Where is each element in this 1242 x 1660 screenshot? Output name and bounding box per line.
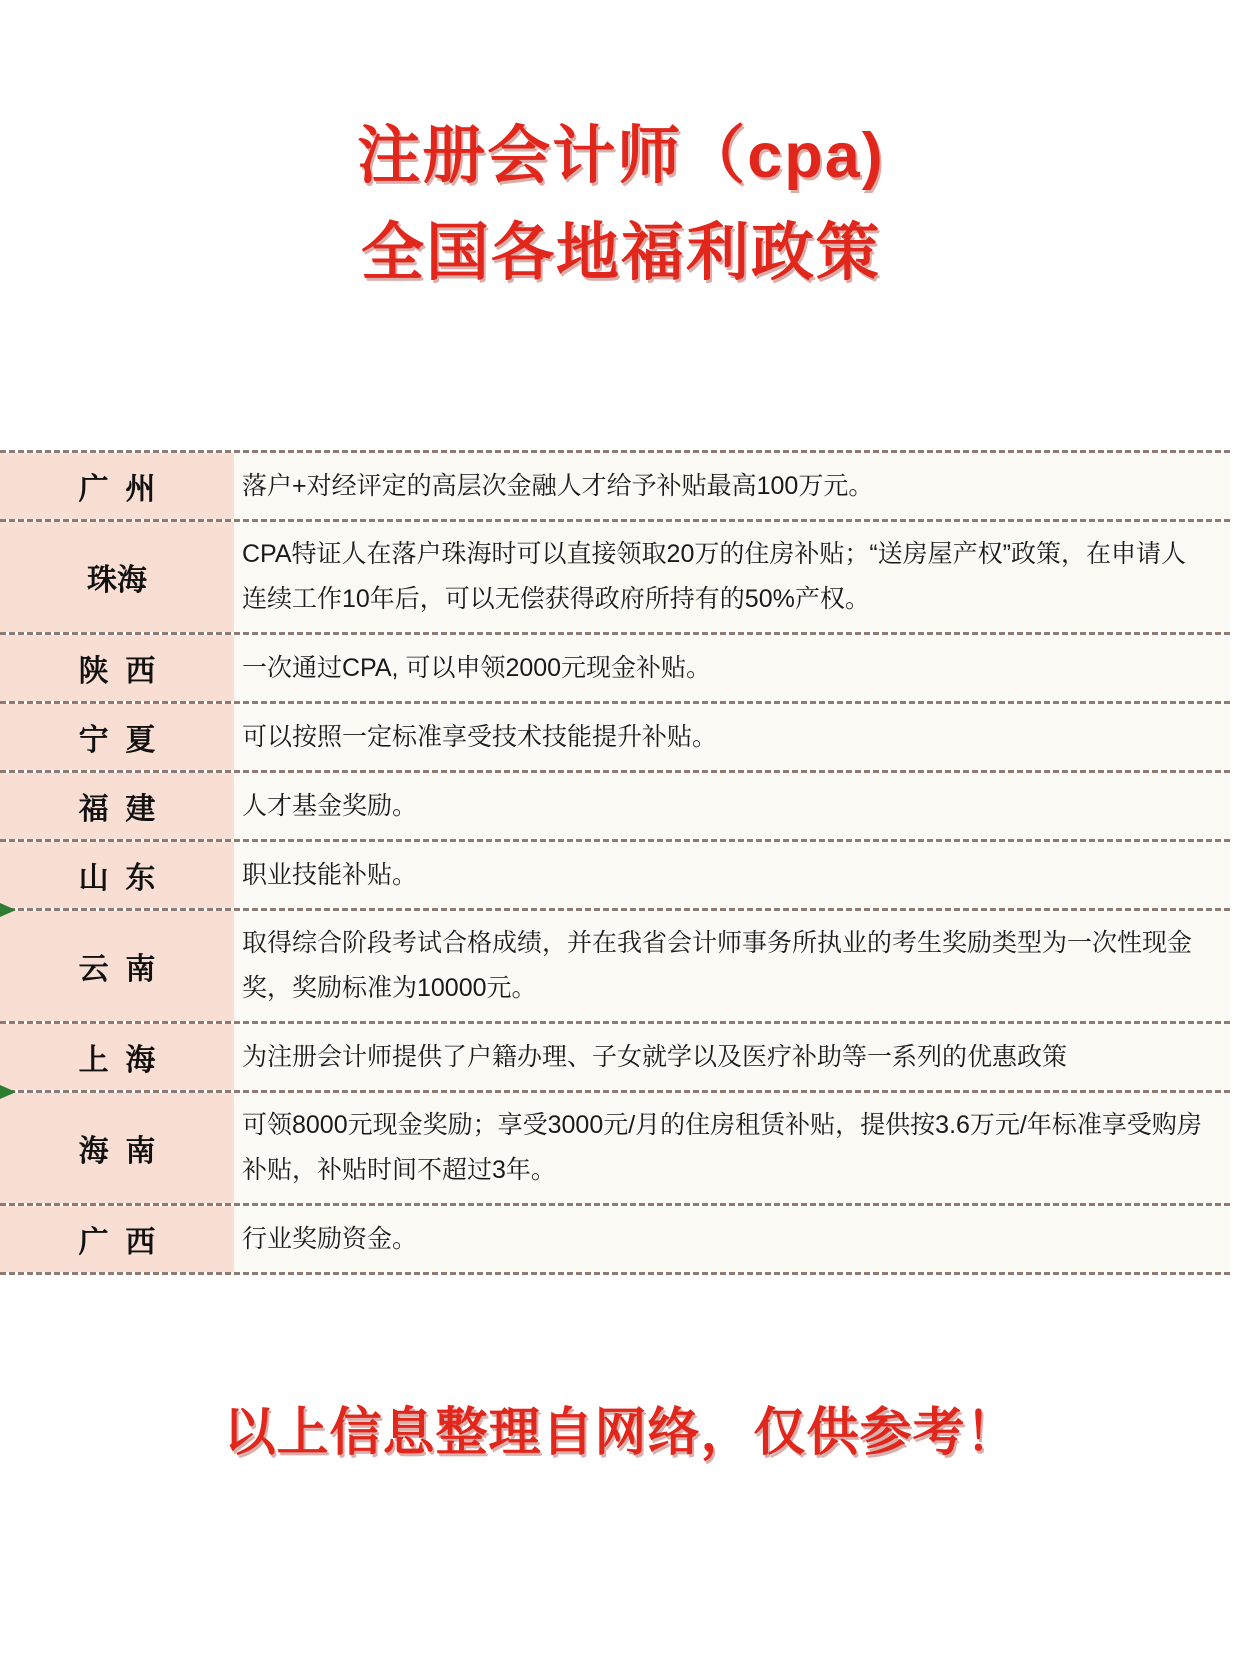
table-row (0, 1021, 1230, 1090)
region-cell: 广 州 (0, 453, 234, 519)
region-cell: 珠海 (0, 522, 234, 632)
region-cell: 云 南 (0, 911, 234, 1021)
policy-cell: 行业奖励资金。 (234, 1206, 1230, 1272)
table-row (0, 908, 1230, 1021)
main-content (0, 450, 1242, 1275)
region-cell: 上 海 (0, 1024, 234, 1090)
title-block (0, 0, 1242, 302)
region-cell: 山 东 (0, 842, 234, 908)
policy-cell: 为注册会计师提供了户籍办理、子女就学以及医疗补助等一系列的优惠政策 (234, 1024, 1230, 1090)
policy-cell: 取得综合阶段考试合格成绩，并在我省会计师事务所执业的考生奖励类型为一次性现金奖，奖励标准为10000元。 (234, 911, 1230, 1021)
table-row (0, 632, 1230, 701)
table-row (0, 1203, 1230, 1272)
region-cell: 广 西 (0, 1206, 234, 1272)
region-cell: 陕 西 (0, 635, 234, 701)
policy-cell: 职业技能补贴。 (234, 842, 1230, 908)
table-row (0, 701, 1230, 770)
region-cell: 海 南 (0, 1093, 234, 1203)
disclaimer-text: 以上信息整理自网络，仅供参考！ (223, 1404, 1019, 1462)
region-cell: 宁 夏 (0, 704, 234, 770)
policy-cell: 可以按照一定标准享受技术技能提升补贴。 (234, 704, 1230, 770)
comment-flag-icon (0, 1085, 16, 1099)
footer-note (0, 1390, 1242, 1465)
table-row (0, 839, 1230, 908)
table-row (0, 770, 1230, 839)
table-row (0, 519, 1230, 632)
policy-table (0, 450, 1230, 1275)
table-row (0, 1090, 1230, 1203)
page-title-line2: 全国各地福利政策 (361, 218, 881, 288)
policy-cell: CPA特证人在落户珠海时可以直接领取20万的住房补贴；“送房屋产权”政策，在申请人连续工作10年后，可以无偿获得政府所持有的50%产权。 (234, 522, 1230, 632)
table-row (0, 450, 1230, 519)
page-title-line1: 注册会计师（cpa) (357, 121, 885, 191)
policy-cell: 人才基金奖励。 (234, 773, 1230, 839)
region-cell: 福 建 (0, 773, 234, 839)
page-title (0, 108, 1242, 302)
policy-cell: 一次通过CPA, 可以申领2000元现金补贴。 (234, 635, 1230, 701)
comment-flag-icon (0, 903, 16, 917)
policy-cell: 落户+对经评定的高层次金融人才给予补贴最高100万元。 (234, 453, 1230, 519)
policy-cell: 可领8000元现金奖励；享受3000元/月的住房租赁补贴，提供按3.6万元/年标准享受购房补贴，补贴时间不超过3年。 (234, 1093, 1230, 1203)
